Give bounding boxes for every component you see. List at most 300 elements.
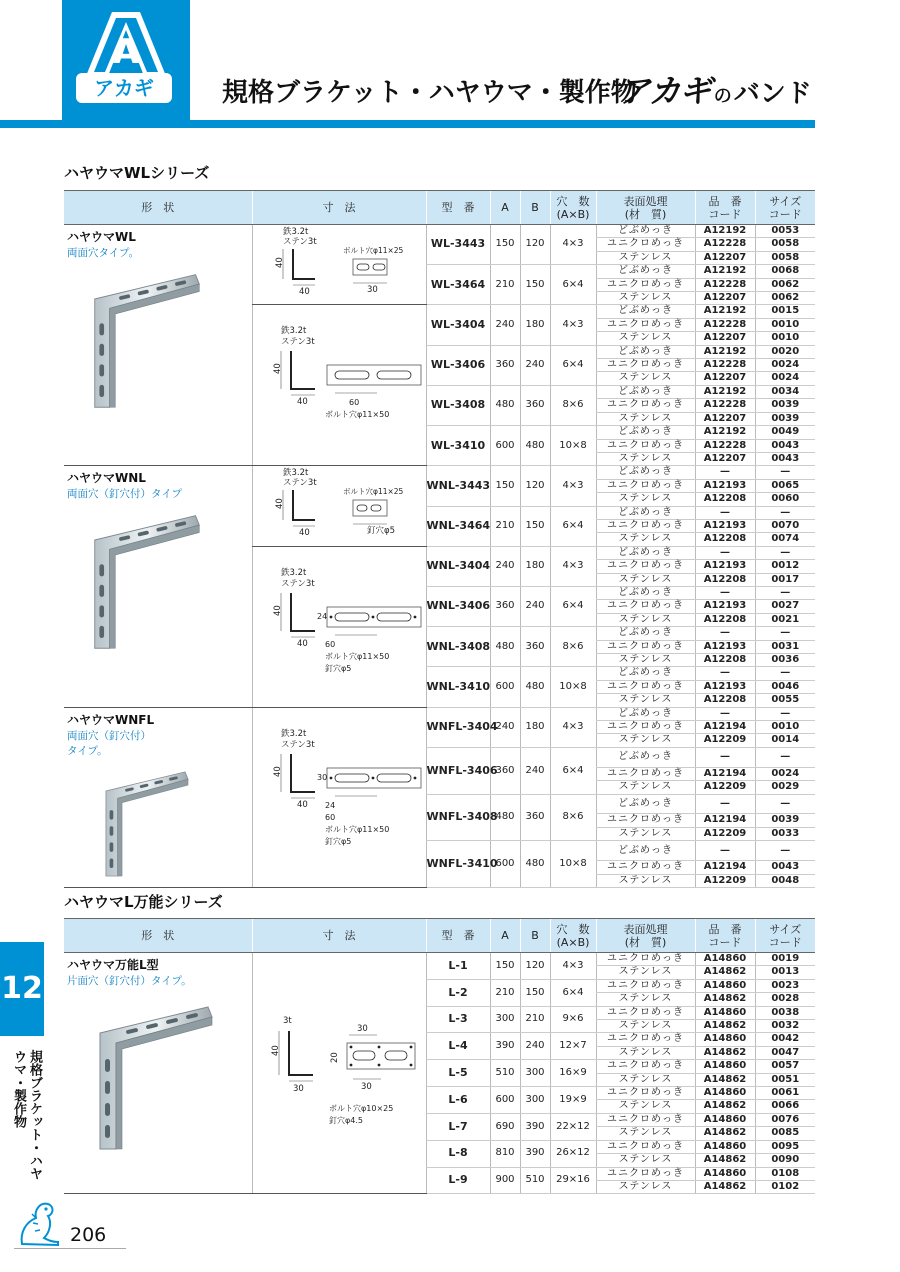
- model-number: WNFL-3410: [426, 841, 490, 888]
- finish: ステンレス: [596, 533, 695, 546]
- model-number: L-3: [426, 1006, 490, 1033]
- dim-a: 210: [490, 979, 520, 1006]
- svg-text:鉄3.2t: 鉄3.2t: [280, 567, 306, 578]
- finish: ステンレス: [596, 694, 695, 707]
- dimension-drawing: [253, 305, 425, 425]
- size-code: —: [755, 747, 815, 767]
- dim-b: 120: [520, 466, 550, 506]
- size-code: —: [755, 546, 815, 559]
- size-code: 0032: [755, 1020, 815, 1033]
- hole-count: 4×3: [550, 953, 596, 980]
- svg-text:ボルト穴φ10×25: ボルト穴φ10×25: [328, 1104, 393, 1113]
- col-code: 品 番 コード: [695, 919, 755, 953]
- dim-a: 240: [490, 707, 520, 747]
- product-code: A12209: [695, 781, 755, 794]
- product-code: A14860: [695, 1060, 755, 1073]
- hole-count: 26×12: [550, 1140, 596, 1167]
- product-code: A14860: [695, 1033, 755, 1046]
- hole-count: 22×12: [550, 1113, 596, 1140]
- dim-b: 240: [520, 345, 550, 385]
- finish: ステンレス: [596, 292, 695, 305]
- dim-a: 480: [490, 385, 520, 425]
- product-code: A12194: [695, 861, 755, 874]
- table-row: [64, 466, 815, 479]
- size-code: —: [755, 586, 815, 599]
- model-number: WNL-3443: [426, 466, 490, 506]
- dim-b: 240: [520, 1033, 550, 1060]
- model-number: WL-3408: [426, 385, 490, 425]
- svg-text:A: A: [112, 32, 140, 72]
- col-shape: 形 状: [64, 191, 252, 225]
- size-code: 0062: [755, 278, 815, 291]
- shape-cell: [64, 466, 252, 707]
- table-row: [64, 707, 815, 720]
- hole-count: 12×7: [550, 1033, 596, 1060]
- table-row: [64, 225, 815, 238]
- finish: ユニクロめっき: [596, 359, 695, 372]
- dim-b: 240: [520, 747, 550, 794]
- dim-a: 480: [490, 794, 520, 841]
- finish: ステンレス: [596, 1020, 695, 1033]
- product-name: ハヤウマWNL: [67, 471, 146, 486]
- size-code: 0017: [755, 573, 815, 586]
- size-code: 0027: [755, 600, 815, 613]
- product-photo: [81, 1003, 231, 1153]
- dim-a: 600: [490, 841, 520, 888]
- dim-a: 240: [490, 546, 520, 586]
- product-code: A12192: [695, 345, 755, 358]
- product-code: A14862: [695, 1100, 755, 1113]
- dim-b: 240: [520, 586, 550, 626]
- product-code: —: [695, 546, 755, 559]
- product-code: A12208: [695, 694, 755, 707]
- finish: ユニクロめっき: [596, 479, 695, 492]
- model-number: WNL-3404: [426, 546, 490, 586]
- finish: ステンレス: [596, 1046, 695, 1059]
- dimension-drawing: [253, 466, 425, 538]
- svg-text:30: 30: [366, 285, 378, 295]
- size-code: 0024: [755, 767, 815, 780]
- dim-b: 360: [520, 385, 550, 425]
- finish: ステンレス: [596, 412, 695, 425]
- product-code: A14860: [695, 1087, 755, 1100]
- brand-slogan: [618, 66, 812, 112]
- hole-count: 6×4: [550, 265, 596, 305]
- model-number: WL-3464: [426, 265, 490, 305]
- product-desc: 片面穴（釘穴付）タイプ。: [67, 975, 192, 987]
- product-code: A12193: [695, 479, 755, 492]
- size-code: 0051: [755, 1073, 815, 1086]
- dim-a: 210: [490, 506, 520, 546]
- size-code: —: [755, 794, 815, 814]
- finish: ステンレス: [596, 1100, 695, 1113]
- section-title-l: ハヤウマL万能シリーズ: [64, 893, 223, 911]
- dim-a: 360: [490, 345, 520, 385]
- product-code: A12209: [695, 874, 755, 887]
- finish: ユニクロめっき: [596, 1167, 695, 1180]
- product-code: —: [695, 627, 755, 640]
- svg-text:40: 40: [272, 765, 283, 777]
- size-code: —: [755, 466, 815, 479]
- model-number: WL-3406: [426, 345, 490, 385]
- finish: ステンレス: [596, 1180, 695, 1193]
- product-code: A12193: [695, 519, 755, 532]
- product-code: —: [695, 794, 755, 814]
- dim-label: 鉄3.2t: [282, 227, 308, 237]
- finish: どぶめっき: [596, 426, 695, 439]
- dim-a: 300: [490, 1006, 520, 1033]
- size-code: 0028: [755, 993, 815, 1006]
- svg-text:30: 30: [292, 1084, 304, 1094]
- size-code: 0031: [755, 640, 815, 653]
- product-code: A14862: [695, 1127, 755, 1140]
- product-desc: 両面穴（釘穴付）: [67, 729, 151, 742]
- product-code: —: [695, 506, 755, 519]
- model-number: WNFL-3404: [426, 707, 490, 747]
- product-desc: タイプ。: [67, 744, 108, 757]
- dim-label: 鉄3.2t: [282, 468, 308, 479]
- model-number: WL-3443: [426, 225, 490, 265]
- size-code: —: [755, 627, 815, 640]
- size-code: —: [755, 506, 815, 519]
- finish: ユニクロめっき: [596, 640, 695, 653]
- product-code: A14862: [695, 1073, 755, 1086]
- dimension-drawing: [253, 225, 425, 297]
- size-code: 0043: [755, 452, 815, 465]
- col-b: B: [520, 191, 550, 225]
- finish: どぶめっき: [596, 265, 695, 278]
- dim-cell: [252, 707, 426, 887]
- dim-b: 390: [520, 1113, 550, 1140]
- finish: ステンレス: [596, 827, 695, 840]
- logo-kana: アカギ: [76, 73, 172, 103]
- svg-text:30: 30: [356, 1024, 368, 1034]
- dim-b: 300: [520, 1087, 550, 1114]
- dim-cell: [252, 953, 426, 1194]
- finish: ユニクロめっき: [596, 278, 695, 291]
- product-code: A12228: [695, 278, 755, 291]
- svg-text:40: 40: [296, 799, 308, 810]
- shape-cell: [64, 707, 252, 887]
- svg-text:40: 40: [296, 638, 308, 649]
- model-number: WL-3404: [426, 305, 490, 345]
- product-code: —: [695, 466, 755, 479]
- finish: どぶめっき: [596, 225, 695, 238]
- col-code: 品 番 コード: [695, 191, 755, 225]
- size-code: 0048: [755, 874, 815, 887]
- svg-text:40: 40: [272, 604, 283, 616]
- finish: ステンレス: [596, 573, 695, 586]
- size-code: —: [755, 707, 815, 720]
- finish: ユニクロめっき: [596, 1113, 695, 1126]
- size-code: 0062: [755, 292, 815, 305]
- brand-band: バンド: [733, 79, 812, 109]
- size-code: 0042: [755, 1033, 815, 1046]
- col-size: サイズ コード: [755, 919, 815, 953]
- svg-text:ボルト穴φ11×50: ボルト穴φ11×50: [324, 410, 389, 420]
- size-code: 0036: [755, 654, 815, 667]
- finish: ステンレス: [596, 1073, 695, 1086]
- finish: ユニクロめっき: [596, 1087, 695, 1100]
- finish: ユニクロめっき: [596, 439, 695, 452]
- dim-b: 180: [520, 305, 550, 345]
- product-code: A12192: [695, 305, 755, 318]
- product-code: A14862: [695, 1046, 755, 1059]
- wl-series-table: [64, 190, 815, 888]
- hole-count: 4×3: [550, 546, 596, 586]
- product-code: A12207: [695, 332, 755, 345]
- model-number: L-9: [426, 1167, 490, 1194]
- dimension-drawing: [253, 547, 425, 673]
- dim-cell: [252, 466, 426, 546]
- finish: どぶめっき: [596, 546, 695, 559]
- size-code: 0055: [755, 694, 815, 707]
- finish: ステンレス: [596, 493, 695, 506]
- dim-a: 150: [490, 225, 520, 265]
- svg-text:60: 60: [348, 398, 359, 408]
- product-code: A14860: [695, 979, 755, 992]
- size-code: 0012: [755, 560, 815, 573]
- size-code: 0021: [755, 613, 815, 626]
- dim-label: ステン3t: [282, 237, 317, 247]
- dim-b: 360: [520, 794, 550, 841]
- brand-no: の: [713, 86, 731, 107]
- product-photo: [87, 271, 207, 411]
- dim-a: 210: [490, 265, 520, 305]
- product-code: A12208: [695, 493, 755, 506]
- size-code: 0039: [755, 399, 815, 412]
- product-desc: 両面穴タイプ。: [67, 247, 140, 259]
- finish: ステンレス: [596, 966, 695, 979]
- finish: ユニクロめっき: [596, 953, 695, 966]
- svg-text:24: 24: [324, 800, 335, 810]
- size-code: 0023: [755, 979, 815, 992]
- finish: どぶめっき: [596, 627, 695, 640]
- product-name: ハヤウマ万能L型: [67, 958, 159, 972]
- dim-b: 150: [520, 979, 550, 1006]
- hole-count: 6×4: [550, 345, 596, 385]
- dim-b: 480: [520, 426, 550, 466]
- product-code: A14862: [695, 1154, 755, 1167]
- product-code: A12209: [695, 734, 755, 747]
- finish: ユニクロめっき: [596, 1033, 695, 1046]
- product-code: —: [695, 747, 755, 767]
- hole-count: 19×9: [550, 1087, 596, 1114]
- model-number: WNFL-3406: [426, 747, 490, 794]
- finish: ステンレス: [596, 734, 695, 747]
- finish: ステンレス: [596, 654, 695, 667]
- dim-a: 150: [490, 953, 520, 980]
- product-code: —: [695, 707, 755, 720]
- product-code: A14860: [695, 1140, 755, 1153]
- product-code: A12208: [695, 613, 755, 626]
- dim-a: 810: [490, 1140, 520, 1167]
- product-photo: [87, 512, 207, 652]
- page-number: 206: [70, 1224, 107, 1246]
- product-code: —: [695, 667, 755, 680]
- dim-cell: [252, 546, 426, 707]
- hole-count: 8×6: [550, 794, 596, 841]
- size-code: 0095: [755, 1140, 815, 1153]
- product-code: A12209: [695, 827, 755, 840]
- dim-a: 510: [490, 1060, 520, 1087]
- dim-cell: [252, 225, 426, 305]
- model-number: L-8: [426, 1140, 490, 1167]
- finish: ユニクロめっき: [596, 979, 695, 992]
- size-code: 0029: [755, 781, 815, 794]
- dim-label: ステン3t: [282, 478, 317, 489]
- size-code: —: [755, 667, 815, 680]
- hole-count: 6×4: [550, 506, 596, 546]
- product-code: —: [695, 841, 755, 861]
- dim-a: 600: [490, 426, 520, 466]
- svg-text:40: 40: [272, 363, 283, 375]
- product-code: A14862: [695, 1180, 755, 1193]
- model-number: L-5: [426, 1060, 490, 1087]
- size-code: 0010: [755, 332, 815, 345]
- product-photo: [87, 769, 207, 879]
- product-code: A12228: [695, 318, 755, 331]
- finish: ユニクロめっき: [596, 399, 695, 412]
- model-number: WNL-3408: [426, 627, 490, 667]
- product-code: A12207: [695, 251, 755, 264]
- col-model: 型 番: [426, 919, 490, 953]
- finish: どぶめっき: [596, 841, 695, 861]
- size-code: 0039: [755, 412, 815, 425]
- svg-text:24: 24: [316, 611, 327, 621]
- size-code: 0074: [755, 533, 815, 546]
- dimension-drawing: [253, 953, 425, 1153]
- product-code: A12228: [695, 238, 755, 251]
- col-holes: 穴 数 (A×B): [550, 191, 596, 225]
- product-code: A12207: [695, 292, 755, 305]
- dim-b: 150: [520, 265, 550, 305]
- product-code: A14860: [695, 1006, 755, 1019]
- product-code: A12228: [695, 359, 755, 372]
- hole-count: 10×8: [550, 426, 596, 466]
- size-code: 0060: [755, 493, 815, 506]
- dim-a: 360: [490, 747, 520, 794]
- size-code: —: [755, 841, 815, 861]
- finish: どぶめっき: [596, 667, 695, 680]
- dinosaur-mascot-icon: [14, 1196, 64, 1248]
- product-desc: 両面穴（釘穴付）タイプ: [67, 488, 182, 501]
- finish: ユニクロめっき: [596, 721, 695, 734]
- finish: どぶめっき: [596, 707, 695, 720]
- col-a: A: [490, 191, 520, 225]
- finish: どぶめっき: [596, 345, 695, 358]
- svg-text:30: 30: [360, 1082, 372, 1092]
- svg-text:釘穴φ5: 釘穴φ5: [324, 836, 351, 846]
- model-number: L-6: [426, 1087, 490, 1114]
- size-code: 0108: [755, 1167, 815, 1180]
- finish: ユニクロめっき: [596, 814, 695, 827]
- finish: ステンレス: [596, 1127, 695, 1140]
- dim-b: 150: [520, 506, 550, 546]
- product-code: A12194: [695, 767, 755, 780]
- size-code: 0065: [755, 479, 815, 492]
- svg-text:40: 40: [274, 257, 285, 268]
- finish: ステンレス: [596, 372, 695, 385]
- svg-text:ボルト穴φ11×25: ボルト穴φ11×25: [342, 487, 403, 497]
- dim-a: 360: [490, 586, 520, 626]
- hole-count: 29×16: [550, 1167, 596, 1194]
- size-code: 0010: [755, 721, 815, 734]
- finish: ユニクロめっき: [596, 767, 695, 780]
- finish: どぶめっき: [596, 794, 695, 814]
- size-code: 0024: [755, 359, 815, 372]
- product-code: A12193: [695, 680, 755, 693]
- product-code: A12228: [695, 439, 755, 452]
- size-code: 0047: [755, 1046, 815, 1059]
- product-code: A14860: [695, 1113, 755, 1126]
- table-row: [64, 953, 815, 966]
- model-number: L-2: [426, 979, 490, 1006]
- dim-b: 510: [520, 1167, 550, 1194]
- col-shape: 形 状: [64, 919, 252, 953]
- finish: ステンレス: [596, 874, 695, 887]
- product-code: A12193: [695, 600, 755, 613]
- svg-text:40: 40: [296, 397, 308, 408]
- finish: どぶめっき: [596, 506, 695, 519]
- size-code: 0053: [755, 225, 815, 238]
- section-title-wl: ハヤウマWLシリーズ: [64, 164, 210, 182]
- shape-cell: [64, 225, 252, 466]
- product-code: A12208: [695, 654, 755, 667]
- product-code: A12192: [695, 385, 755, 398]
- product-code: A12208: [695, 533, 755, 546]
- product-code: —: [695, 586, 755, 599]
- size-code: 0024: [755, 372, 815, 385]
- col-holes: 穴 数 (A×B): [550, 919, 596, 953]
- size-code: 0043: [755, 439, 815, 452]
- finish: どぶめっき: [596, 586, 695, 599]
- product-code: A14862: [695, 993, 755, 1006]
- svg-text:40: 40: [298, 287, 310, 297]
- model-number: WNFL-3408: [426, 794, 490, 841]
- model-number: WNL-3464: [426, 506, 490, 546]
- product-code: A12207: [695, 372, 755, 385]
- size-code: 0068: [755, 265, 815, 278]
- product-code: A12192: [695, 426, 755, 439]
- finish: ユニクロめっき: [596, 600, 695, 613]
- size-code: 0085: [755, 1127, 815, 1140]
- finish: ユニクロめっき: [596, 560, 695, 573]
- finish: ステンレス: [596, 332, 695, 345]
- dim-cell: [252, 305, 426, 466]
- model-number: L-1: [426, 953, 490, 980]
- dim-b: 120: [520, 953, 550, 980]
- product-code: A12207: [695, 412, 755, 425]
- product-code: A12228: [695, 399, 755, 412]
- hole-count: 6×4: [550, 586, 596, 626]
- svg-text:30: 30: [316, 772, 327, 782]
- svg-text:3t: 3t: [282, 1016, 292, 1026]
- finish: ユニクロめっき: [596, 1140, 695, 1153]
- product-code: A14860: [695, 1167, 755, 1180]
- dim-a: 900: [490, 1167, 520, 1194]
- svg-text:ステン3t: ステン3t: [280, 337, 315, 348]
- size-code: 0066: [755, 1100, 815, 1113]
- finish: どぶめっき: [596, 466, 695, 479]
- svg-text:ステン3t: ステン3t: [280, 739, 315, 750]
- hole-count: 8×6: [550, 385, 596, 425]
- size-code: 0070: [755, 519, 815, 532]
- finish: ステンレス: [596, 781, 695, 794]
- svg-text:鉄3.2t: 鉄3.2t: [280, 326, 306, 337]
- svg-text:20: 20: [329, 1052, 340, 1063]
- hole-count: 4×3: [550, 305, 596, 345]
